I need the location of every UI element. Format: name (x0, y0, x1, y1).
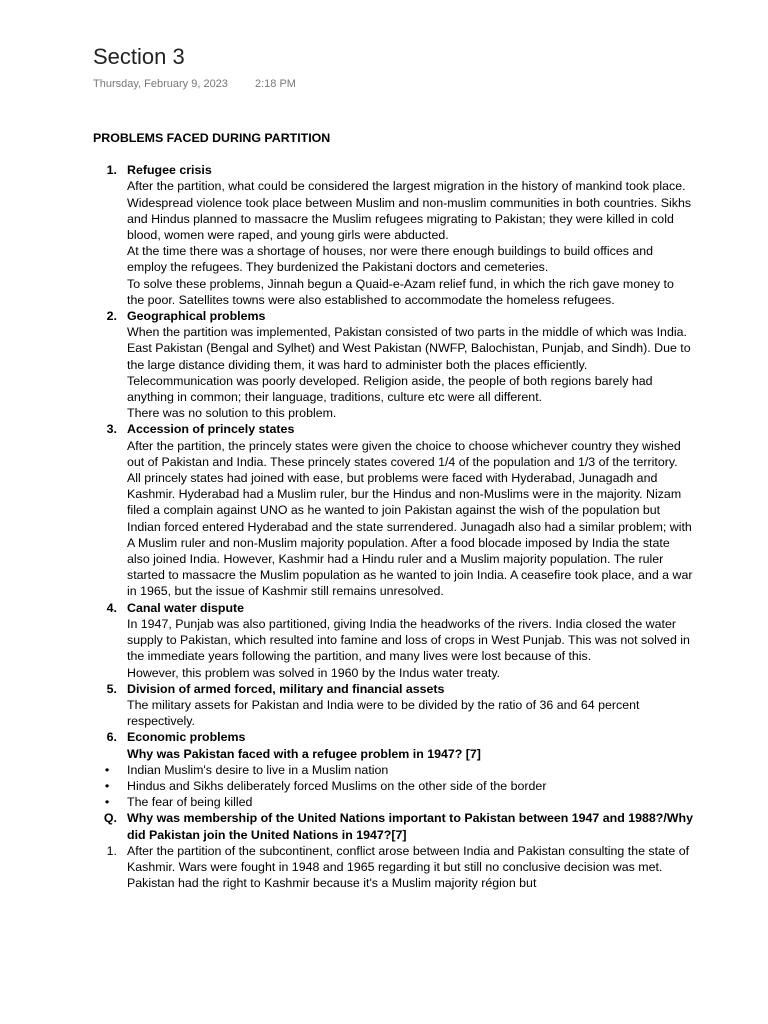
question-text: Why was Pakistan faced with a refugee problem in 1947? [7] (127, 746, 481, 761)
list-number: 3. (106, 422, 117, 437)
bullet-icon: • (104, 795, 110, 810)
note-body[interactable] (93, 130, 693, 891)
item-title: Accession of princely states (127, 422, 295, 437)
list-number: 1. (106, 163, 117, 178)
paragraph: There was no solution to this problem. (127, 406, 337, 421)
bullet-icon: • (104, 778, 110, 793)
item-title: Division of armed forced, military and financial assets (127, 681, 445, 696)
page-title: Section 3 (93, 44, 185, 69)
item-title: Geographical problems (127, 309, 266, 324)
item-title: Economic problems (127, 730, 246, 745)
page-time: 2:18 PM (254, 78, 296, 90)
paragraph: At the time there was a shortage of houses, nor were there enough buildings to build offices and employ the refugees. They burdenized the Pakistani doctors and cemeteries. (127, 244, 654, 275)
bullet-item (93, 794, 693, 810)
paragraph: To solve these problems, Jinnah begun a Quaid-e-Azam relief fund, in which the rich gave money to the poor. Satellites towns were also established to accommodate the homeless refugees. (127, 276, 674, 307)
answer-text: After the partition of the subcontinent, conflict arose between India and Pakistan consulting the state of Kashmir. Wars were fought in 1948 and 1965 regarding it but still no conclusive decision was met. Pakistan had the right to Kashmir because it's a Muslim majority région but (127, 843, 690, 891)
answer-item (93, 843, 693, 892)
list-item (93, 308, 693, 421)
item-title: Canal water dispute (127, 600, 245, 615)
list-number: 5. (106, 681, 117, 696)
bullet-text: Indian Muslim's desire to live in a Muslim nation (127, 762, 389, 777)
question-item (93, 810, 693, 842)
paragraph: When the partition was implemented, Pakistan consisted of two parts in the middle of which was India. East Pakistan (Bengal and Sylhet) and West Pakistan (NWFP, Balochistan, Punjab, and Sindh). Due to the large distance dividing them, it was hard to administer both the places efficiently. Telecommunication was poorly developed. Religion aside, the people of both regions barely had anything in common; their language, traditions, culture etc were all different. (127, 325, 691, 405)
list-item (93, 681, 693, 730)
bullet-item (93, 762, 693, 778)
list-item (93, 162, 693, 308)
list-item (93, 421, 693, 599)
paragraph: In 1947, Punjab was also partitioned, giving India the headworks of the rivers. India closed the water supply to Pakistan, which resulted into famine and loss of crops in West Punjab. This was not solved in the immediate years following the partition, and many lives were lost because of this. (127, 616, 690, 664)
list-number: 6. (106, 730, 117, 745)
page-date: Thursday, February 9, 2023 (93, 78, 228, 90)
section-heading: PROBLEMS FACED DURING PARTITION (93, 131, 331, 145)
list-number: 4. (106, 600, 117, 615)
paragraph: After the partition, what could be considered the largest migration in the history of mankind took place. Widespread violence took place between Muslim and non-muslim communities in both countries. Sikhs and Hindus planned to massacre the Muslim refugees migrating to Pakistan; they were killed in cold blood, women were raped, and young girls were abducted. (127, 179, 692, 243)
question-marker: Q. (103, 811, 117, 826)
paragraph: The military assets for Pakistan and India were to be divided by the ratio of 36 and 64 percent respectively. (127, 697, 640, 729)
page-metadata (93, 78, 296, 90)
bullet-item (93, 778, 693, 794)
bullet-text: Hindus and Sikhs deliberately forced Muslims on the other side of the border (127, 778, 547, 793)
list-item (93, 600, 693, 681)
paragraph: After the partition, the princely states were given the choice to choose whichever country they wished out of Pakistan and India. These princely states covered 1/4 of the population and 1/3 of the territory. All princely states had joined with ease, but problems were faced with Hyderabad, Junagadh and Kashmir. Hyderabad had a Muslim ruler, bur the Hindus and non-Muslims were in the majority. Nizam filed a complain against UNO as he wanted to join Pakistan against the wish of the population but Indian forced entered Hyderabad and the state surrendered. Junagadh also had a similar problem; with A Muslim ruler and non-Muslim majority population. After a food blocade imposed by India the state also joined India. However, Kashmir had a Hindu ruler and a Muslim majority population. The ruler started to massacre the Muslim population as he wanted to join India. A ceasefire took place, and a war in 1965, but the issue of Kashmir still remains unresolved. (127, 438, 693, 599)
list-number: 2. (106, 309, 117, 324)
list-item (93, 729, 693, 761)
paragraph: However, this problem was solved in 1960 by the Indus water treaty. (127, 665, 501, 680)
item-title: Refugee crisis (127, 163, 212, 178)
list-number: 1. (106, 843, 117, 858)
bullet-icon: • (104, 762, 110, 777)
question-text: Why was membership of the United Nations important to Pakistan between 1947 and 1988?/Why did Pakistan join the United Nations in 1947?[7] (127, 811, 693, 842)
bullet-text: The fear of being killed (127, 795, 253, 810)
